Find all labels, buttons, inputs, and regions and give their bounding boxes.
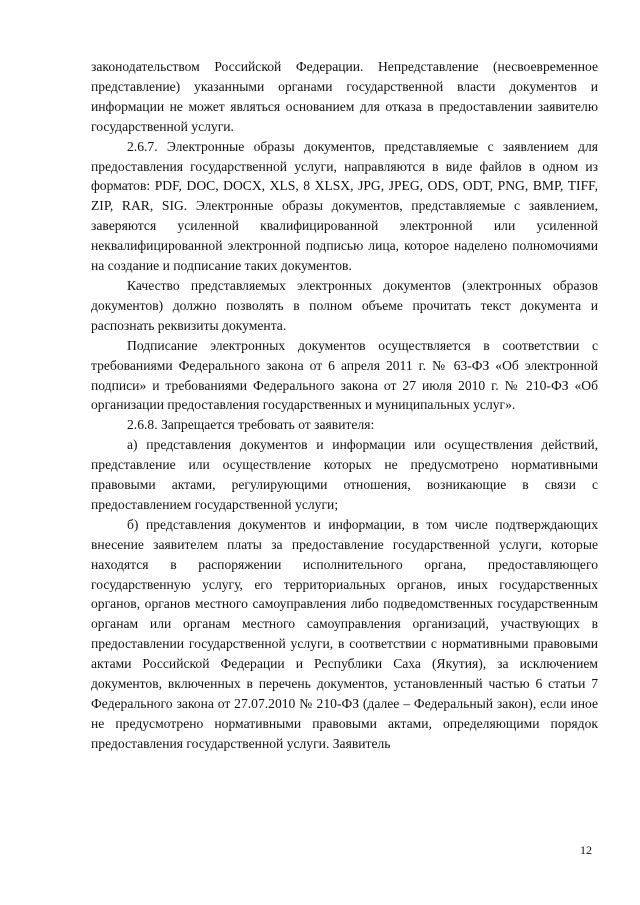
paragraph-item-b: б) представления документов и информации, в том числе подтверждающих внесение заявителем платы за предоставление государственной услуги, которые находятся в распоряжении исполнительного органа, предоставляющего государственную услугу, его территориальных органов, иных государственных органов, органов местного самоуправления либо подведомственных государственным органам или органам местного самоуправления организаций, участвующих в предоставлении государственной услуги, в соответствии с нормативными правовыми актами Российской Федерации и Республики Саха (Якутия), за исключением документов, включенных в перечень документов, установленный частью 6 статьи 7 Федерального закона от 27.07.2010 № 210-ФЗ (далее – Федеральный закон), если иное не предусмотрено нормативными правовыми актами, определяющими порядок предоставления государственной услуги. Заявитель [91, 516, 598, 751]
paragraph-signing: Подписание электронных документов осуществляется в соответствии с требованиями Федерального закона от 6 апреля 2011 г. № 63-ФЗ «Об электронной подписи» и требованиями Федерального закона от 27 июля 2010 г. № 210-ФЗ «Об организации предоставления государственных и муниципальных услуг». [91, 337, 598, 413]
paragraph-quality: Качество представляемых электронных документов (электронных образов документов) должно позволять в полном объеме прочитать текст документа и распознать реквизиты документа. [91, 277, 598, 333]
document-body [91, 57, 598, 754]
paragraph-continuation: законодательством Российской Федерации. Непредставление (несвоевременное представление) указанными органами государственной власти документов и информации не может являться основанием для отказа в предоставлении заявителю государственной услуги. [91, 59, 598, 134]
paragraph-2-6-8: 2.6.8. Запрещается требовать от заявителя: [127, 417, 375, 433]
paragraph-2-6-7: 2.6.7. Электронные образы документов, представляемые с заявлением для предоставления государственной услуги, направляются в виде файлов в одном из форматов: PDF, DOC, DOCX, XLS, 8 XLSX, JPG, JPEG, ODS, ODT, PNG, BMP, TIFF, ZIP, RAR, SIG. Электронные образы документов, представляемые с заявлением, заверяются усиленной квалифицированной электронной или усиленной неквалифицированной электронной подписью лица, которое наделено полномочиями на создание и подписание таких документов. [91, 138, 598, 274]
paragraph-item-a: а) представления документов и информации или осуществления действий, представление или осуществление которых не предусмотрено нормативными правовыми актами, регулирующими отношения, возникающие в связи с предоставлением государственной услуги; [91, 437, 598, 512]
page-number: 12 [580, 843, 592, 857]
